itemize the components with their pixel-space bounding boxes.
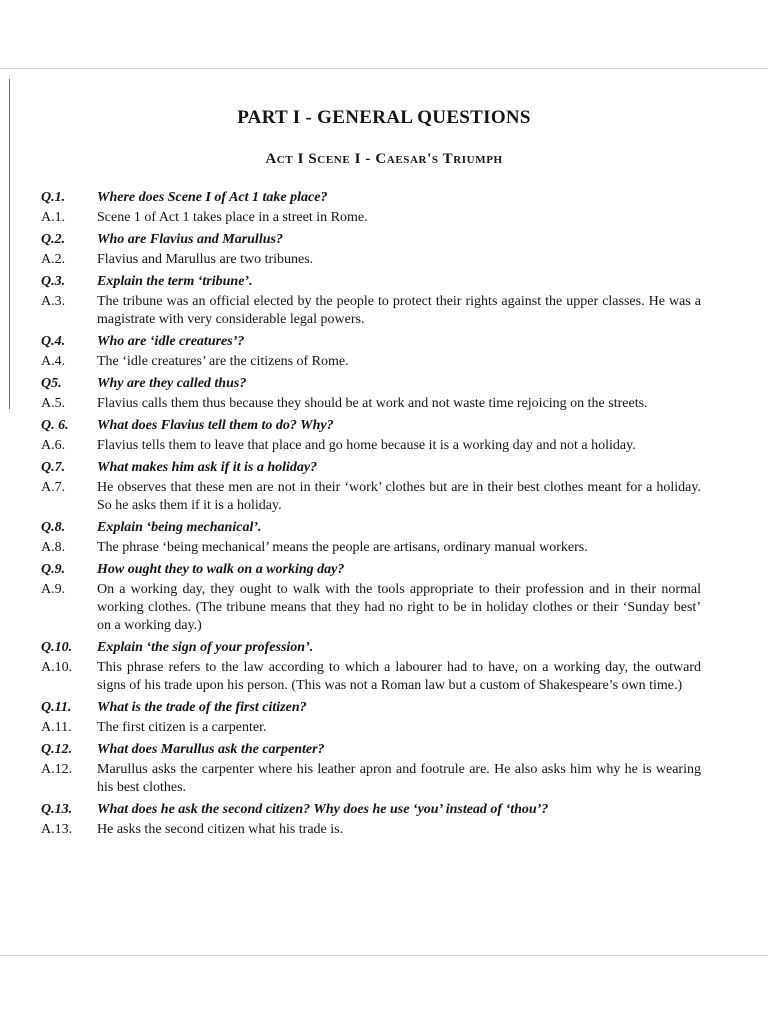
question-row: [41, 519, 701, 537]
question-row: [41, 801, 701, 819]
answer-text: Scene 1 of Act 1 takes place in a street in Rome.: [97, 210, 368, 225]
question-label: Q.9.: [41, 562, 66, 577]
answer-text: The tribune was an official elected by the people to protect their rights against the upper classes. He was a magistrate with very considerable legal powers.: [97, 294, 701, 327]
answer-text: He asks the second citizen what his trade is.: [97, 822, 344, 837]
question-text: Where does Scene I of Act 1 take place?: [97, 190, 328, 205]
question-label: Q.13.: [41, 802, 73, 817]
answer-row: [41, 437, 701, 455]
answer-text: Marullus asks the carpenter where his leather apron and footrule are. He also asks him why he is wearing his best clothes.: [97, 762, 701, 795]
question-label: Q. 6.: [41, 418, 69, 433]
answer-label: A.8.: [41, 540, 66, 555]
question-row: [41, 417, 701, 435]
qa-list: [41, 189, 701, 839]
question-row: [41, 459, 701, 477]
part-title: PART I - GENERAL QUESTIONS: [237, 107, 531, 128]
answer-text: Flavius tells them to leave that place and go home because it is a working day and not a holiday.: [97, 438, 636, 453]
answer-row: [41, 395, 701, 413]
answer-label: A.4.: [41, 354, 66, 369]
question-label: Q.4.: [41, 334, 66, 349]
answer-label: A.2.: [41, 252, 66, 267]
answer-text: The ‘idle creatures’ are the citizens of Rome.: [97, 354, 349, 369]
question-row: [41, 561, 701, 579]
question-row: [41, 741, 701, 759]
document-page: [0, 68, 768, 956]
question-text: Explain ‘being mechanical’.: [97, 520, 262, 535]
answer-row: [41, 479, 701, 515]
answer-label: A.12.: [41, 762, 73, 777]
question-text: Explain the term ‘tribune’.: [97, 274, 253, 289]
answer-row: [41, 659, 701, 695]
answer-row: [41, 293, 701, 329]
question-text: Who are ‘idle creatures’?: [97, 334, 245, 349]
question-row: [41, 375, 701, 393]
question-text: How ought they to walk on a working day?: [97, 562, 345, 577]
answer-row: [41, 209, 701, 227]
answer-text: Flavius calls them thus because they should be at work and not waste time rejoicing on the streets.: [97, 396, 648, 411]
answer-label: A.9.: [41, 582, 66, 597]
question-text: Who are Flavius and Marullus?: [97, 232, 283, 247]
answer-text: Flavius and Marullus are two tribunes.: [97, 252, 314, 267]
answer-text: On a working day, they ought to walk with the tools appropriate to their profession and in their normal working clothes. (The tribune means that they had no right to be in holiday clothes or their ‘Sunday best’ on a working day.): [97, 582, 701, 633]
answer-text: The phrase ‘being mechanical’ means the people are artisans, ordinary manual workers.: [97, 540, 588, 555]
answer-row: [41, 821, 701, 839]
answer-text: This phrase refers to the law according to which a labourer had to have, on a working day, the outward signs of his trade upon his person. (This was not a Roman law but a custom of Shakespeare’s own time.): [97, 660, 701, 693]
answer-row: [41, 761, 701, 797]
answer-label: A.1.: [41, 210, 66, 225]
question-row: [41, 333, 701, 351]
answer-label: A.11.: [41, 720, 72, 735]
question-label: Q.10.: [41, 640, 73, 655]
answer-label: A.5.: [41, 396, 66, 411]
answer-label: A.10.: [41, 660, 73, 675]
question-text: What does he ask the second citizen? Why does he use ‘you’ instead of ‘thou’?: [97, 802, 549, 817]
question-text: Explain ‘the sign of your profession’.: [97, 640, 314, 655]
question-label: Q.2.: [41, 232, 66, 247]
question-text: What makes him ask if it is a holiday?: [97, 460, 318, 475]
question-text: What does Marullus ask the carpenter?: [97, 742, 325, 757]
answer-label: A.7.: [41, 480, 66, 495]
question-text: Why are they called thus?: [97, 376, 247, 391]
answer-label: A.6.: [41, 438, 66, 453]
answer-row: [41, 251, 701, 269]
question-row: [41, 639, 701, 657]
scene-title: Act I Scene I - Caesar's Triumph: [265, 151, 503, 167]
question-label: Q5.: [41, 376, 62, 391]
answer-label: A.13.: [41, 822, 73, 837]
question-label: Q.8.: [41, 520, 66, 535]
question-text: What does Flavius tell them to do? Why?: [97, 418, 334, 433]
answer-row: [41, 353, 701, 371]
answer-text: The first citizen is a carpenter.: [97, 720, 267, 735]
question-label: Q.12.: [41, 742, 73, 757]
question-row: [41, 273, 701, 291]
answer-row: [41, 539, 701, 557]
answer-row: [41, 581, 701, 635]
question-row: [41, 189, 701, 207]
answer-label: A.3.: [41, 294, 66, 309]
answer-text: He observes that these men are not in their ‘work’ clothes but are in their best clothes meant for a holiday. So he asks them if it is a holiday.: [97, 480, 701, 513]
question-label: Q.1.: [41, 190, 66, 205]
question-label: Q.3.: [41, 274, 66, 289]
question-label: Q.7.: [41, 460, 66, 475]
question-text: What is the trade of the first citizen?: [97, 700, 307, 715]
question-row: [41, 699, 701, 717]
answer-row: [41, 719, 701, 737]
question-label: Q.11.: [41, 700, 72, 715]
question-row: [41, 231, 701, 249]
